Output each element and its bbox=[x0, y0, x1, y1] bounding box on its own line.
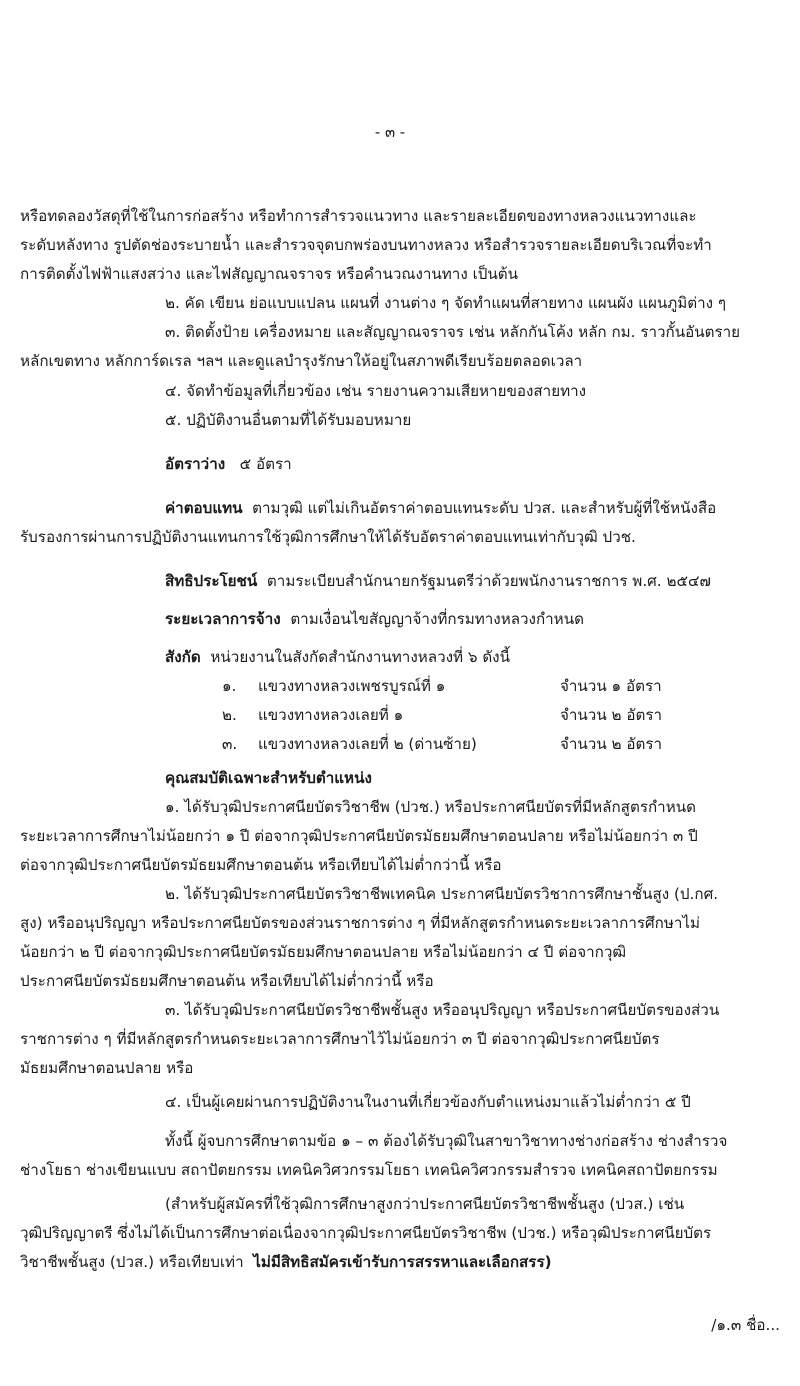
compensation-row bbox=[165, 496, 716, 520]
qualification-3-line-2: ราชการต่าง ๆ ที่มีหลักสูตรกำหนดระยะเวลาการศึกษาไว้ไม่น้อยกว่า ๓ ปี ต่อจากวุฒิประกาศนียบัตร bbox=[20, 1030, 660, 1048]
qualification-2-line-3: น้อยกว่า ๒ ปี ต่อจากวุฒิประกาศนียบัตรมัธยมศึกษาตอนปลาย หรือไม่น้อยกว่า ๔ ปี ต่อจากวุฒิ bbox=[20, 943, 627, 961]
benefits-row bbox=[165, 569, 711, 593]
positions-row bbox=[165, 452, 292, 476]
duty-3-line-1: ๓. ติดตั้งป้าย เครื่องหมาย และสัญญาณจราจร เช่น หลักกันโค้ง หลัก กม. ราวกั้นอันตราย bbox=[165, 323, 741, 341]
unit-name: แขวงทางหลวงเลยที่ ๑ bbox=[258, 706, 404, 724]
unit-name: แขวงทางหลวงเลยที่ ๒ (ด่านซ้าย) bbox=[258, 735, 477, 753]
qualification-1-line-3: ต่อจากวุฒิประกาศนียบัตรมัธยมศึกษาตอนต้น หรือเทียบได้ไม่ต่ำกว่านี้ หรือ bbox=[20, 856, 502, 874]
fields-line-2: ช่างโยธา ช่างเขียนแบบ สถาปัตยกรรม เทคนิควิศวกรรมโยธา เทคนิควิศวกรรมสำรวจ เทคนิคสถาปัตยกรรม bbox=[20, 1161, 718, 1179]
note-line-3 bbox=[20, 1250, 552, 1274]
note-line-1: (สำหรับผู้สมัครที่ใช้วุฒิการศึกษาสูงกว่าประกาศนียบัตรวิชาชีพชั้นสูง (ปวส.) เช่น bbox=[165, 1195, 685, 1213]
positions-value: ๕ อัตรา bbox=[239, 455, 292, 473]
positions-label: อัตราว่าง bbox=[165, 455, 226, 473]
duty-3-line-2: หลักเขตทาง หลักการ์ดเรล ฯลฯ และดูแลบำรุงรักษาให้อยู่ในสภาพดีเรียบร้อยตลอดเวลา bbox=[20, 352, 583, 370]
duty-2: ๒. คัด เขียน ย่อแบบแปลน แผนที่ งานต่าง ๆ จัดทำแผนที่สายทาง แผนผัง แผนภูมิต่าง ๆ bbox=[165, 294, 727, 312]
benefits-text: ตามระเบียบสำนักนายกรัฐมนตรีว่าด้วยพนักงานราชการ พ.ศ. ๒๕๔๗ bbox=[266, 572, 711, 590]
note-line-2: วุฒิปริญญาตรี ซึ่งไม่ได้เป็นการศึกษาต่อเนื่องจากวุฒิประกาศนียบัตรวิชาชีพ (ปวช.) หรือวุฒิประกาศนียบัตร bbox=[20, 1224, 712, 1242]
qualification-2-line-2: สูง) หรืออนุปริญญา หรือประกาศนียบัตรของส่วนราชการต่าง ๆ ที่มีหลักสูตรกำหนดระยะเวลาการศึกษาไม่ bbox=[20, 914, 701, 932]
qualification-1-line-2: ระยะเวลาการศึกษาไม่น้อยกว่า ๑ ปี ต่อจากวุฒิประกาศนียบัตรมัธยมศึกษาตอนปลาย หรือไม่น้อยกว่า ๓ ปี bbox=[20, 827, 698, 845]
affiliation-label: สังกัด bbox=[165, 648, 201, 666]
continuation-marker: /๑.๓ ชื่อ... bbox=[711, 1316, 780, 1334]
benefits-label: สิทธิประโยชน์ bbox=[165, 572, 258, 590]
qualification-3-line-3: มัธยมศึกษาตอนปลาย หรือ bbox=[20, 1059, 194, 1077]
duty-4: ๔. จัดทำข้อมูลที่เกี่ยวข้อง เช่น รายงานความเสียหายของสายทาง bbox=[165, 382, 587, 400]
affiliation-text: หน่วยงานในสังกัดสำนักงานทางหลวงที่ ๖ ดังนี้ bbox=[210, 648, 510, 666]
unit-number: ๓. bbox=[222, 735, 238, 753]
note-line-3-text: วิชาชีพชั้นสูง (ปวส.) หรือเทียบเท่า bbox=[20, 1253, 244, 1271]
note-restriction: ไม่มีสิทธิสมัครเข้ารับการสรรหาและเลือกสรร) bbox=[253, 1253, 552, 1271]
qualification-1-line-1: ๑. ได้รับวุฒิประกาศนียบัตรวิชาชีพ (ปวช.) หรือประกาศนียบัตรที่มีหลักสูตรกำหนด bbox=[165, 798, 696, 816]
compensation-text: ตามวุฒิ แต่ไม่เกินอัตราค่าตอบแทนระดับ ปวส. และสำหรับผู้ที่ใช้หนังสือ bbox=[252, 499, 717, 517]
unit-number: ๒. bbox=[222, 706, 237, 724]
unit-name: แขวงทางหลวงเพชรบูรณ์ที่ ๑ bbox=[258, 677, 446, 695]
intro-line-3: การติดตั้งไฟฟ้าแสงสว่าง และไฟสัญญาณจราจร หรือคำนวณงานทาง เป็นต้น bbox=[20, 265, 519, 283]
page-number: - ๓ - bbox=[374, 123, 406, 141]
unit-count: จำนวน ๒ อัตรา bbox=[560, 735, 663, 753]
intro-line-1: หรือทดลองวัสดุที่ใช้ในการก่อสร้าง หรือทำการสำรวจแนวทาง และรายละเอียดของทางหลวงแนวทางและ bbox=[20, 207, 697, 225]
duty-5: ๕. ปฏิบัติงานอื่นตามที่ได้รับมอบหมาย bbox=[165, 411, 412, 429]
duration-label: ระยะเวลาการจ้าง bbox=[165, 610, 281, 628]
intro-line-2: ระดับหลังทาง รูปตัดช่องระบายน้ำ และสำรวจจุดบกพร่องบนทางหลวง หรือสำรวจรายละเอียดบริเวณที่จะทำ bbox=[20, 236, 712, 254]
qualification-2-line-4: ประกาศนียบัตรมัธยมศึกษาตอนต้น หรือเทียบได้ไม่ต่ำกว่านี้ หรือ bbox=[20, 972, 434, 990]
duration-row bbox=[165, 607, 584, 631]
unit-number: ๑. bbox=[222, 677, 237, 695]
affiliation-row bbox=[165, 645, 510, 669]
unit-count: จำนวน ๒ อัตรา bbox=[560, 706, 663, 724]
qualifications-heading: คุณสมบัติเฉพาะสำหรับตำแหน่ง bbox=[165, 769, 372, 787]
fields-line-1: ทั้งนี้ ผู้จบการศึกษาตามข้อ ๑ – ๓ ต้องได้รับวุฒิในสาขาวิชาทางช่างก่อสร้าง ช่างสำรวจ bbox=[165, 1132, 728, 1150]
duration-text: ตามเงื่อนไขสัญญาจ้างที่กรมทางหลวงกำหนด bbox=[290, 610, 584, 628]
compensation-line-2: รับรองการผ่านการปฏิบัติงานแทนการใช้วุฒิการศึกษาให้ได้รับอัตราค่าตอบแทนเท่ากับวุฒิ ปวช. bbox=[20, 528, 636, 546]
compensation-label: ค่าตอบแทน bbox=[165, 499, 243, 517]
unit-count: จำนวน ๑ อัตรา bbox=[560, 677, 662, 695]
qualification-4: ๔. เป็นผู้เคยผ่านการปฏิบัติงานในงานที่เกี่ยวข้องกับตำแหน่งมาแล้วไม่ต่ำกว่า ๕ ปี bbox=[165, 1093, 691, 1111]
qualification-3-line-1: ๓. ได้รับวุฒิประกาศนียบัตรวิชาชีพชั้นสูง หรืออนุปริญญา หรือประกาศนียบัตรของส่วน bbox=[165, 1001, 720, 1019]
qualification-2-line-1: ๒. ได้รับวุฒิประกาศนียบัตรวิชาชีพเทคนิค ประกาศนียบัตรวิชาการศึกษาชั้นสูง (ป.กศ. bbox=[165, 885, 719, 903]
